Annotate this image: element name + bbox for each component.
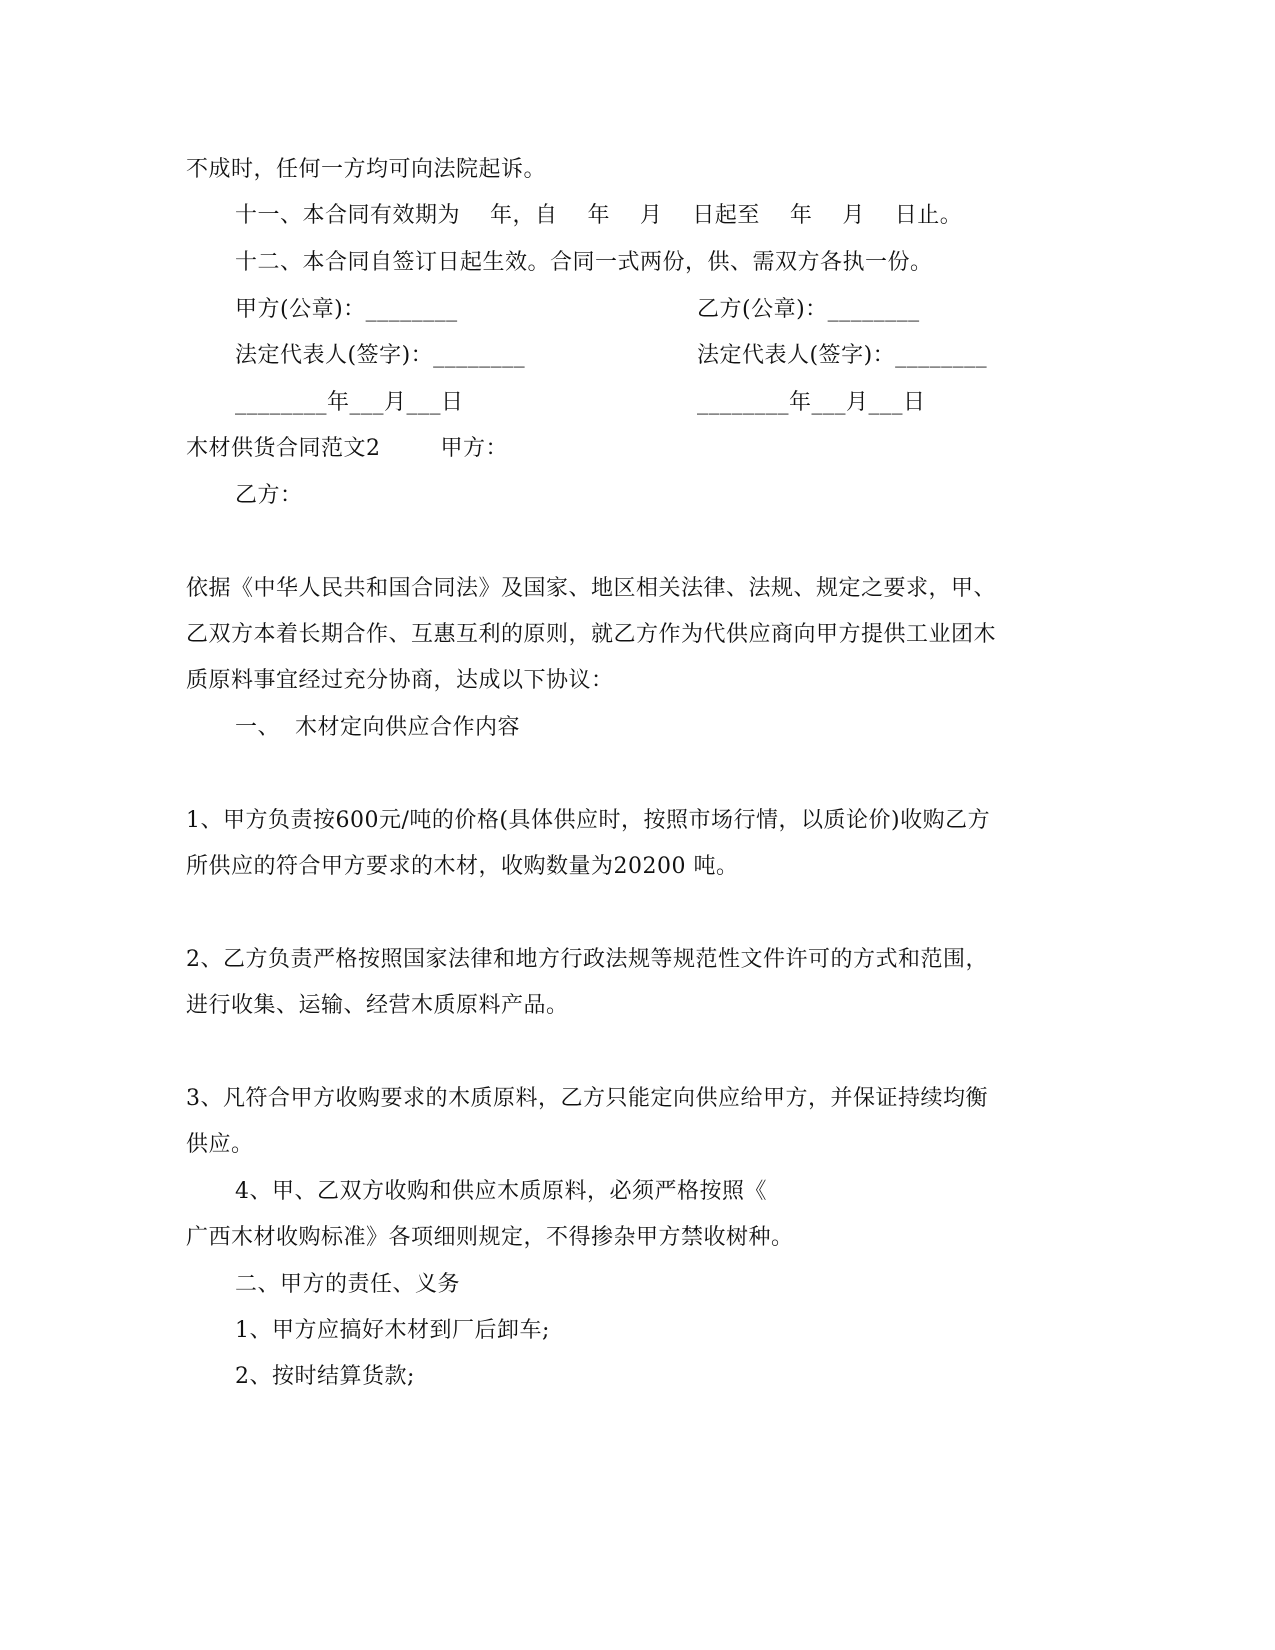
section-two-heading: 二、甲方的责任、义务 bbox=[235, 1272, 461, 1297]
item-line: 2、乙方负责严格按照国家法律和地方行政法规等规范性文件许可的方式和范围， bbox=[186, 947, 988, 972]
preamble-line: 乙双方本着长期合作、互惠互利的原则，就乙方作为代供应商向甲方提供工业团木 bbox=[186, 622, 997, 647]
party-b-date: ________年___月___日 bbox=[697, 390, 926, 415]
item-line: 1、甲方负责按600元/吨的价格(具体供应时，按照市场行情，以质论价)收购乙方 bbox=[186, 808, 991, 833]
item-line: 2、按时结算货款; bbox=[235, 1364, 415, 1389]
party-b-seal: 乙方(公章)：________ bbox=[697, 297, 920, 322]
section-one-heading: 一、 木材定向供应合作内容 bbox=[235, 715, 520, 740]
item-line: 进行收集、运输、经营木质原料产品。 bbox=[186, 993, 569, 1018]
item-line: 广西木材收购标准》各项细则规定，不得掺杂甲方禁收树种。 bbox=[186, 1225, 794, 1250]
item-line: 供应。 bbox=[186, 1132, 254, 1157]
party-b-label: 乙方： bbox=[235, 483, 303, 508]
item-line: 所供应的符合甲方要求的木材，收购数量为20200 吨。 bbox=[186, 854, 739, 879]
party-b-representative: 法定代表人(签字)：________ bbox=[697, 343, 988, 368]
item-line: 1、甲方应搞好木材到厂后卸车; bbox=[235, 1318, 550, 1343]
item-line: 3、凡符合甲方收购要求的木质原料，乙方只能定向供应给甲方，并保证持续均衡 bbox=[186, 1086, 988, 1111]
party-a-date: ________年___月___日 bbox=[235, 390, 464, 415]
preamble-line: 质原料事宜经过充分协商，达成以下协议： bbox=[186, 668, 614, 693]
clause-twelve: 十二、本合同自签订日起生效。合同一式两份，供、需双方各执一份。 bbox=[235, 250, 933, 275]
party-a-representative: 法定代表人(签字)：________ bbox=[235, 343, 526, 368]
sample-title: 木材供货合同范文2 甲方： bbox=[186, 436, 508, 461]
clause-eleven: 十一、本合同有效期为 年，自 年 月 日起至 年 月 日止。 bbox=[235, 203, 963, 228]
item-line: 4、甲、乙双方收购和供应木质原料，必须严格按照《 bbox=[235, 1179, 767, 1204]
text-line: 不成时，任何一方均可向法院起诉。 bbox=[186, 157, 547, 182]
preamble-line: 依据《中华人民共和国合同法》及国家、地区相关法律、法规、规定之要求，甲、 bbox=[186, 576, 997, 601]
party-a-seal: 甲方(公章)：________ bbox=[235, 297, 458, 322]
